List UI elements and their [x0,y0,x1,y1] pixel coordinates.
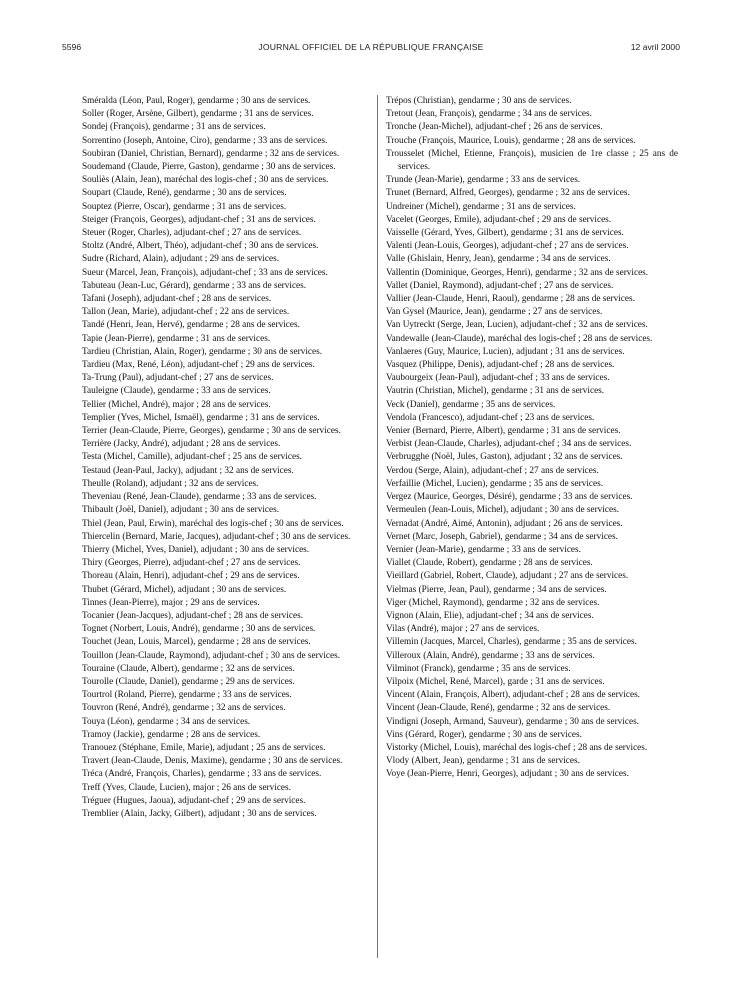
list-item: Theveniau (René, Jean-Claude), gendarme ; 33 ans de services. [82,492,317,503]
list-item: Vilminot (Franck), gendarme ; 35 ans de services. [386,663,571,674]
list-item: Verbist (Jean-Claude, Charles), adjudant-chef ; 34 ans de services. [386,439,632,450]
list-item: Vincent (Jean-Claude, René), gendarme ; 32 ans de services. [386,703,611,714]
list-item: Tourolle (Claude, Daniel), gendarme ; 29 ans de services. [82,676,295,687]
list-item: Vallet (Daniel, Raymond), adjudant-chef ; 27 ans de services. [386,280,614,291]
list-item: Sméralda (Léon, Paul, Roger), gendarme ; 30 ans de services. [82,96,311,106]
list-item: Soller (Roger, Arsène, Gilbert), gendarme ; 31 ans de services. [82,109,314,120]
list-item: Sondej (François), gendarme ; 31 ans de services. [82,122,266,133]
list-item: Tardieu (Max, René, Léon), adjudant-chef ; 29 ans de services. [82,360,315,371]
list-item: Vasquez (Philippe, Denis), adjudant-chef ; 28 ans de services. [386,360,615,371]
list-item: Tandé (Henri, Jean, Hervé), gendarme ; 28 ans de services. [82,320,300,331]
list-item: Verfaillie (Michel, Lucien), gendarme ; 35 ans de services. [386,478,604,489]
list-item: Thiel (Jean, Paul, Erwin), maréchal des logis-chef ; 30 ans de services. [82,518,344,529]
list-item: Touraine (Claude, Albert), gendarme ; 32 ans de services. [82,663,295,674]
list-item: Viger (Michel, Raymond), gendarme ; 32 ans de services. [386,597,600,608]
list-item: Souliès (Alain, Jean), maréchal des logis-chef ; 30 ans de services. [82,175,329,186]
list-item: Viallet (Claude, Robert), gendarme ; 28 ans de services. [386,558,593,569]
list-item: Tinnes (Jean-Pierre), major ; 29 ans de services. [82,597,260,608]
list-item: Souptez (Pierre, Oscar), gendarme ; 31 ans de services. [82,201,287,212]
list-item: Testa (Michel, Camille), adjudant-chef ; 25 ans de services. [82,452,302,463]
list-item: Vacelet (Georges, Emile), adjudant-chef ; 29 ans de services. [386,214,612,225]
list-item: Trouche (François, Maurice, Louis), gendarme ; 28 ans de services. [386,135,636,146]
list-item: Trunde (Jean-Marie), gendarme ; 33 ans de services. [386,175,581,186]
list-item: Venier (Bernard, Pierre, Albert), gendarme ; 31 ans de services. [386,426,621,437]
list-item: Theulle (Roland), adjudant ; 32 ans de services. [82,478,259,489]
list-item: Touillon (Jean-Claude, Raymond), adjudant-chef ; 30 ans de services. [82,650,341,661]
list-item: Tafani (Joseph), adjudant-chef ; 28 ans de services. [82,294,272,305]
list-item: Vernier (Jean-Marie), gendarme ; 33 ans de services. [386,544,581,555]
list-item: Steiger (François, Georges), adjudant-chef ; 31 ans de services. [82,214,316,225]
list-item: Touya (Léon), gendarme ; 34 ans de services. [82,716,251,727]
list-item: Vanlaeres (Guy, Maurice, Lucien), adjudant ; 31 ans de services. [386,346,625,357]
list-item: Treff (Yves, Claude, Lucien), major ; 26 ans de services. [82,782,291,793]
list-item: Vendola (Francesco), adjudant-chef ; 23 ans de services. [386,412,595,423]
list-item: Vindigni (Joseph, Armand, Sauveur), gendarme ; 30 ans de services. [386,716,639,727]
list-item: Tréca (André, François, Charles), gendarme ; 33 ans de services. [82,769,322,780]
list-item: Sudre (Richard, Alain), adjudant ; 29 ans de services. [82,254,280,265]
list-item: Vincent (Alain, François, Albert), adjudant-chef ; 28 ans de services. [386,690,640,701]
list-item: Trépos (Christian), gendarme ; 30 ans de services. [386,96,572,106]
list-item: Trousselet (Michel, Etienne, François), musicien de 1re classe ; 25 ans de services. [386,148,678,173]
list-item: Vilpoix (Michel, René, Marcel), garde ; 31 ans de services. [386,676,605,687]
page-header [62,42,680,56]
list-item: Tramoy (Jackie), gendarme ; 28 ans de services. [82,729,261,740]
list-item: Vaisselle (Gérard, Yves, Gilbert), gendarme ; 31 ans de services. [386,228,624,239]
list-item: Van Uytreckt (Serge, Jean, Lucien), adjudant-chef ; 32 ans de services. [386,320,648,331]
column-divider [377,95,378,958]
list-item: Tapie (Jean-Pierre), gendarme ; 31 ans de services. [82,333,271,344]
list-item: Sueur (Marcel, Jean, François), adjudant-chef ; 33 ans de services. [82,267,328,278]
list-item: Tocanier (Jean-Jacques), adjudant-chef ; 28 ans de services. [82,610,303,621]
list-item: Vernadat (André, Aimé, Antonin), adjudant ; 26 ans de services. [386,518,623,529]
list-item: Vieillard (Gabriel, Robert, Claude), adjudant ; 27 ans de services. [386,571,629,582]
list-item: Stoltz (André, Albert, Théo), adjudant-chef ; 30 ans de services. [82,241,319,252]
list-item: Vins (Gérard, Roger), gendarme ; 30 ans de services. [386,729,582,740]
list-item: Valenti (Jean-Louis, Georges), adjudant-chef ; 27 ans de services. [386,241,629,252]
list-item: Thoreau (Alain, Henri), adjudant-chef ; 29 ans de services. [82,571,300,582]
list-item: Veck (Daniel), gendarme ; 35 ans de services. [386,399,556,410]
list-item: Vielmas (Pierre, Jean, Paul), gendarme ; 34 ans de services. [386,584,607,595]
list-item: Tognet (Norbert, Louis, André), gendarme ; 30 ans de services. [82,624,316,635]
list-item: Thibault (Joël, Daniel), adjudant ; 30 ans de services. [82,505,280,516]
list-item: Tourtrol (Roland, Pierre), gendarme ; 33 ans de services. [82,690,292,701]
list-item: Tallon (Jean, Marie), adjudant-chef ; 22 ans de services. [82,307,290,318]
right-column [386,95,678,782]
page-number: 5596 [62,42,82,52]
list-item: Vistorky (Michel, Louis), maréchal des logis-chef ; 28 ans de services. [386,742,648,753]
list-item: Thiercelin (Bernard, Marie, Jacques), adjudant-chef ; 30 ans de services. [82,531,351,542]
publication-date: 12 avril 2000 [630,42,680,52]
list-item: Vallentin (Dominique, Georges, Henri), gendarme ; 32 ans de services. [386,267,649,278]
list-item: Vandewalle (Jean-Claude), maréchal des logis-chef ; 28 ans de services. [386,333,653,344]
list-item: Tremblier (Alain, Jacky, Gilbert), adjudant ; 30 ans de services. [82,808,317,819]
list-item: Tretout (Jean, François), gendarme ; 34 ans de services. [386,109,592,120]
list-item: Soupart (Claude, René), gendarme ; 30 ans de services. [82,188,287,199]
list-item: Van Gysel (Maurice, Jean), gendarme ; 27 ans de services. [386,307,603,318]
list-item: Terrière (Jacky, André), adjudant ; 28 ans de services. [82,439,281,450]
list-item: Soubiran (Daniel, Christian, Bernard), gendarme ; 32 ans de services. [82,148,340,159]
list-item: Touvron (René, André), gendarme ; 32 ans de services. [82,703,286,714]
list-item: Vermeulen (Jean-Louis, Michel), adjudant ; 30 ans de services. [386,505,619,516]
list-item: Vlody (Albert, Jean), gendarme ; 31 ans de services. [386,756,580,767]
list-item: Thubet (Gérard, Michel), adjudant ; 30 ans de services. [82,584,287,595]
list-item: Valle (Ghislain, Henry, Jean), gendarme ; 34 ans de services. [386,254,611,265]
journal-title: JOURNAL OFFICIEL DE LA RÉPUBLIQUE FRANÇAISE [258,42,484,52]
list-item: Vignon (Alain, Elie), adjudant-chef ; 34 ans de services. [386,610,594,621]
list-item: Vergez (Maurice, Georges, Désiré), gendarme ; 33 ans de services. [386,492,633,503]
list-item: Templier (Yves, Michel, Ismaël), gendarme ; 31 ans de services. [82,412,320,423]
list-item: Terrier (Jean-Claude, Pierre, Georges), gendarme ; 30 ans de services. [82,426,341,437]
list-item: Vaubourgeix (Jean-Paul), adjudant-chef ; 33 ans de services. [386,373,610,384]
list-item: Sorrentino (Joseph, Antoine, Ciro), gendarme ; 33 ans de services. [82,135,328,146]
list-item: Trunet (Bernard, Alfred, Georges), gendarme ; 32 ans de services. [386,188,630,199]
list-item: Vallier (Jean-Claude, Henri, Raoul), gendarme ; 28 ans de services. [386,294,635,305]
list-item: Thiry (Georges, Pierre), adjudant-chef ; 27 ans de services. [82,558,301,569]
list-item: Tardieu (Christian, Alain, Roger), gendarme ; 30 ans de services. [82,346,323,357]
list-item: Tranouez (Stéphane, Emile, Marie), adjudant ; 25 ans de services. [82,742,326,753]
list-item: Travert (Jean-Claude, Denis, Maxime), gendarme ; 30 ans de services. [82,756,343,767]
list-item: Tauleigne (Claude), gendarme ; 33 ans de services. [82,386,271,397]
list-item: Verdou (Serge, Alain), adjudant-chef ; 27 ans de services. [386,465,599,476]
list-item: Vilas (André), major ; 27 ans de services. [386,624,540,635]
list-item: Undreiner (Michel), gendarme ; 31 ans de services. [386,201,576,212]
list-item: Ta-Trung (Paul), adjudant-chef ; 27 ans de services. [82,373,274,384]
list-item: Tréguer (Hugues, Jaoua), adjudant-chef ; 29 ans de services. [82,795,306,806]
list-item: Villemin (Jacques, Marcel, Charles), gendarme ; 35 ans de services. [386,637,637,648]
list-item: Voye (Jean-Pierre, Henri, Georges), adjudant ; 30 ans de services. [386,769,629,780]
list-item: Vernet (Marc, Joseph, Gabriel), gendarme ; 34 ans de services. [386,531,618,542]
list-item: Verbrugghe (Noël, Jules, Gaston), adjudant ; 32 ans de services. [386,452,623,463]
list-item: Touchet (Jean, Louis, Marcel), gendarme ; 28 ans de services. [82,637,311,648]
list-item: Vautrin (Christian, Michel), gendarme ; 31 ans de services. [386,386,605,397]
list-item: Thierry (Michel, Yves, Daniel), adjudant ; 30 ans de services. [82,544,310,555]
list-item: Tellier (Michel, André), major ; 28 ans de services. [82,399,271,410]
list-item: Tronche (Jean-Michel), adjudant-chef ; 26 ans de services. [386,122,603,133]
list-item: Testaud (Jean-Paul, Jacky), adjudant ; 32 ans de services. [82,465,294,476]
list-item: Tabuteau (Jean-Luc, Gérard), gendarme ; 33 ans de services. [82,280,307,291]
left-column [82,95,374,821]
list-item: Soudemand (Claude, Pierre, Gaston), gendarme ; 30 ans de services. [82,162,336,173]
list-item: Steuer (Roger, Charles), adjudant-chef ; 27 ans de services. [82,228,302,239]
list-item: Villeroux (Alain, André), gendarme ; 33 ans de services. [386,650,595,661]
